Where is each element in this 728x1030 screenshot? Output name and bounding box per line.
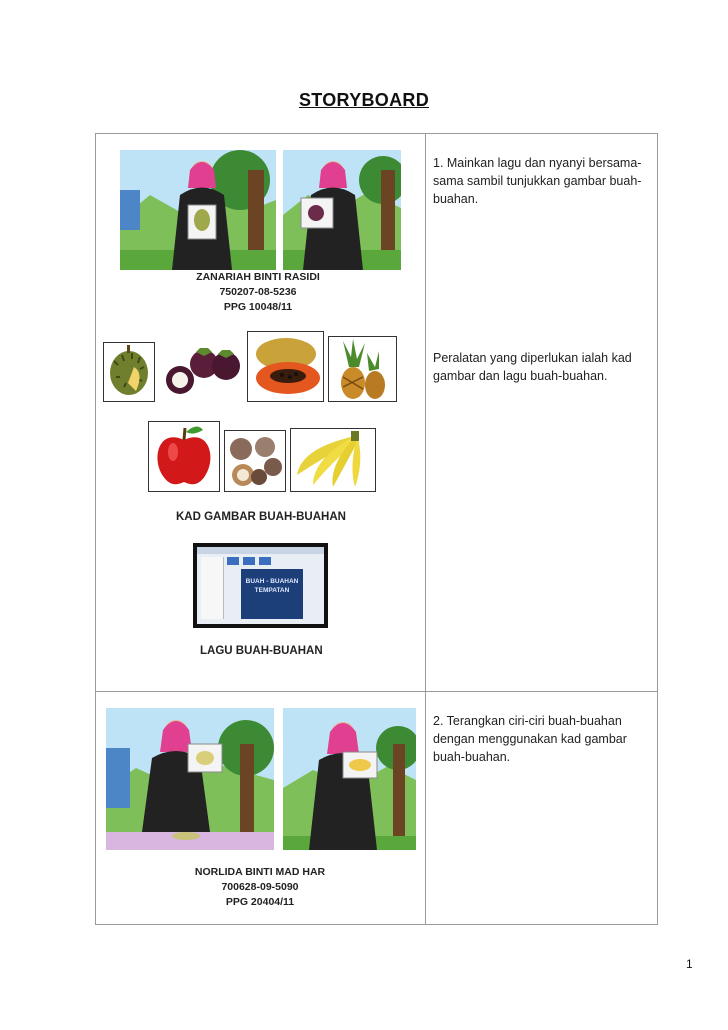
column-divider [425, 134, 426, 924]
song-screen-text: BUAH - BUAHAN TEMPATAN [241, 569, 303, 619]
presenter-photo-1 [120, 150, 276, 270]
page-number: 1 [686, 957, 693, 971]
song-video-thumbnail [193, 543, 328, 628]
equipment-text: Peralatan yang diperlukan ialah kad gambar dan lagu buah-buahan. [433, 351, 632, 383]
apple-card [148, 421, 220, 492]
step-1-text: 1. Mainkan lagu dan nyanyi bersama-sama sambil tunjukkan gambar buah-buahan. [433, 156, 642, 206]
presenter-2-ppg: PPG 20404/11 [225, 896, 295, 908]
presenter-2-name: NORLIDA BINTI MAD HAR [194, 866, 326, 878]
presenter-1-ppg: PPG 10048/11 [223, 301, 293, 313]
presenter-2-id: 700628-09-5090 [221, 881, 299, 893]
mixed-fruits-card [224, 430, 286, 492]
presenter-photo-4 [283, 708, 416, 850]
cards-caption: KAD GAMBAR BUAH-BUAHAN [176, 511, 346, 523]
presenter-photo-3 [106, 708, 274, 850]
banana-card [290, 428, 376, 492]
page-title: STORYBOARD [298, 90, 429, 110]
durian-card [103, 342, 155, 402]
step-2-text: 2. Terangkan ciri-ciri buah-buahan dengan menggunakan kad gambar buah-buahan. [433, 714, 627, 764]
row-divider [96, 691, 657, 692]
papaya-card [247, 331, 324, 402]
presenter-photo-2 [283, 150, 401, 270]
presenter-1-id: 750207-08-5236 [219, 286, 297, 298]
song-caption: LAGU BUAH-BUAHAN [200, 645, 323, 657]
pineapple-card [328, 336, 397, 402]
mangosteen-card [162, 342, 244, 402]
presenter-1-name: ZANARIAH BINTI RASIDI [196, 271, 320, 283]
